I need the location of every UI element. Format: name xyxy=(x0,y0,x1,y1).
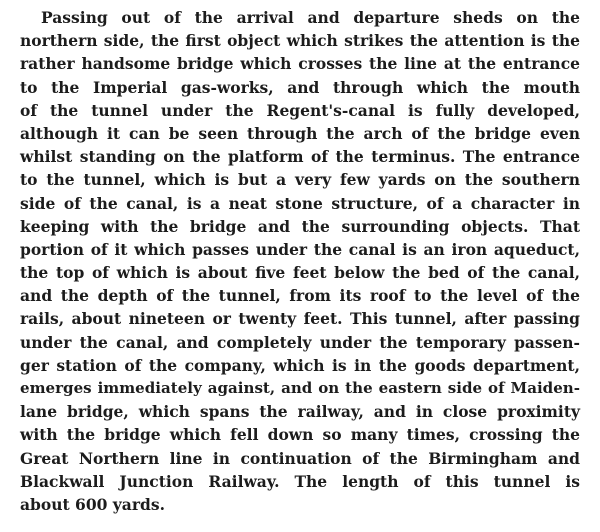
text-line: to the Imperial gas-works, and through which the mouth xyxy=(20,77,580,97)
text-line: emerges immediately against, and on the eastern side of Maiden- xyxy=(20,379,580,397)
text-line: whilst standing on the platform of the terminus. The entrance xyxy=(20,147,580,167)
text-line: side of the canal, is a neat stone structure, of a character in xyxy=(20,193,580,213)
text-line: and the depth of the tunnel, from its roof to the level of the xyxy=(20,286,580,306)
text-line: the top of which is about five feet below the bed of the canal, xyxy=(20,263,580,283)
text-line: Blackwall Junction Railway. The length of this tunnel is xyxy=(20,471,580,491)
text-line: portion of it which passes under the canal is an iron aqueduct, xyxy=(20,239,580,259)
text-line: keeping with the bridge and the surrounding objects. That xyxy=(20,216,580,236)
text-line: under the canal, and completely under the temporary passen- xyxy=(20,332,580,352)
text-line: rather handsome bridge which crosses the line at the entrance xyxy=(20,54,580,74)
text-line: rails, about nineteen or twenty feet. This tunnel, after passing xyxy=(20,309,580,329)
text-line: although it can be seen through the arch of the bridge even xyxy=(20,123,580,143)
text-line: Great Northern line in continuation of the Birmingham and xyxy=(20,448,580,468)
body-paragraph xyxy=(20,6,580,516)
text-line: ger station of the company, which is in the goods department, xyxy=(20,355,580,375)
text-line: Passing out of the arrival and departure sheds on the xyxy=(41,8,580,27)
text-line: about 600 yards. xyxy=(20,494,165,514)
text-line: to the tunnel, which is but a very few yards on the southern xyxy=(20,170,580,190)
text-line: lane bridge, which spans the railway, and in close proximity xyxy=(20,402,580,422)
text-line: of the tunnel under the Regent's-canal is fully developed, xyxy=(20,100,580,120)
text-line: northern side, the first object which strikes the attention is the xyxy=(20,31,580,51)
text-line: with the bridge which fell down so many times, crossing the xyxy=(20,425,580,445)
